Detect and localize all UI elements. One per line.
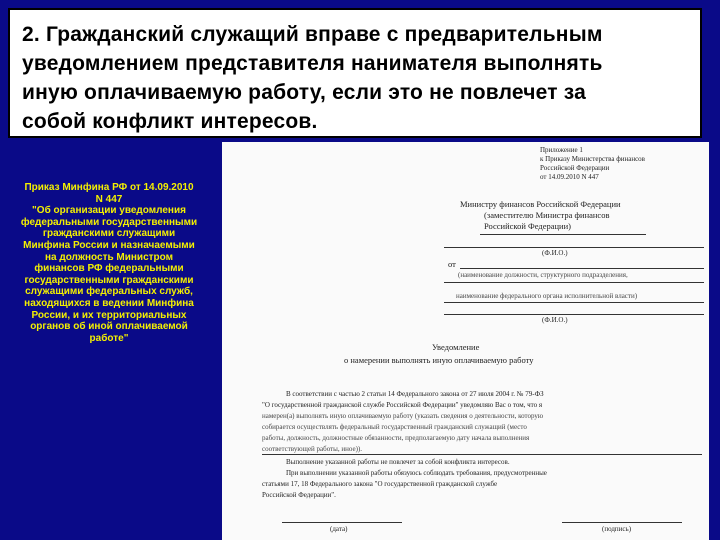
position-caption-2: наименование федерального органа исполнительной власти) bbox=[456, 292, 638, 300]
addressee-line: (заместителю Министра финансов bbox=[484, 210, 610, 220]
order-line: служащими федеральных служб, bbox=[25, 286, 193, 298]
position-line-2 bbox=[444, 302, 704, 303]
notice-subtitle: о намерении выполнять иную оплачиваемую работу bbox=[344, 355, 534, 365]
order-line: "Об организации уведомления bbox=[32, 205, 186, 217]
order-line: работе" bbox=[89, 332, 129, 344]
underline bbox=[480, 234, 646, 235]
position-caption: (наименование должности, структурного подразделения, bbox=[458, 271, 628, 279]
date-label: (дата) bbox=[330, 525, 348, 533]
order-line: Приказ Минфина РФ от 14.09.2010 bbox=[24, 182, 194, 193]
heading-line-1: 2. Гражданский служащий вправе с предварительным bbox=[22, 23, 603, 46]
signature-line bbox=[562, 522, 682, 523]
order-line: государственными гражданскими bbox=[24, 274, 194, 286]
body-line: Российской Федерации". bbox=[262, 491, 336, 499]
from-label: от bbox=[448, 259, 456, 269]
order-line: на должность Министром bbox=[44, 251, 174, 263]
order-line: Минфина России и назначаемыми bbox=[23, 239, 195, 251]
fio-label: (Ф.И.О.) bbox=[542, 249, 568, 257]
addressee-line: Российской Федерации) bbox=[484, 221, 571, 231]
appendix-line: Российской Федерации bbox=[540, 164, 610, 172]
fio-label-2: (Ф.И.О.) bbox=[542, 316, 568, 324]
body-line: В соответствии с частью 2 статьи 14 Федерального закона от 27 июля 2004 г. № 79-ФЗ bbox=[286, 390, 544, 398]
body-line: статьями 17, 18 Федерального закона "О государственной гражданской службе bbox=[262, 480, 498, 488]
body-line: "О государственной гражданской службе Российской Федерации" уведомляю Вас о том, что я bbox=[262, 401, 543, 409]
body-underline bbox=[262, 454, 702, 455]
order-line: N 447 bbox=[95, 193, 123, 205]
order-reference bbox=[4, 182, 214, 344]
heading-line-3: иную оплачиваемую работу, если это не повлечет за bbox=[22, 81, 587, 104]
order-line: гражданскими служащими bbox=[42, 228, 176, 240]
position-line bbox=[444, 282, 704, 283]
fio-line-2 bbox=[444, 314, 704, 315]
fio-line bbox=[444, 247, 704, 248]
order-line: органов об иной оплачиваемой bbox=[30, 321, 188, 333]
body-line: намерен(а) выполнять иную оплачиваемую работу (указать сведения о деятельности, которую bbox=[262, 412, 544, 420]
body-line: При выполнении указанной работы обязуюсь соблюдать требования, предусмотренные bbox=[286, 469, 547, 477]
signature-label: (подпись) bbox=[602, 525, 632, 533]
date-line bbox=[282, 522, 402, 523]
notice-form-document bbox=[222, 142, 709, 540]
body-line: Выполнение указанной работы не повлечет за собой конфликта интересов. bbox=[286, 458, 510, 466]
appendix-line: Приложение 1 bbox=[540, 146, 583, 154]
addressee-line: Министру финансов Российской Федерации bbox=[460, 199, 621, 209]
order-line: находящихся в ведении Минфина bbox=[24, 297, 194, 309]
order-line: России, и их территориальных bbox=[31, 309, 187, 321]
notice-title: Уведомление bbox=[432, 342, 480, 352]
heading-line-4: собой конфликт интересов. bbox=[22, 110, 318, 133]
appendix-line: к Приказу Министерства финансов bbox=[540, 155, 645, 163]
heading-box bbox=[8, 8, 702, 138]
appendix-line: от 14.09.2010 N 447 bbox=[540, 173, 599, 181]
order-line: финансов РФ федеральными bbox=[34, 263, 184, 275]
body-line: работы, должность, должностные обязанности, предполагаемую дату начала выполнения bbox=[262, 434, 530, 442]
body-line: собирается осуществлять федеральный государственный гражданский служащий (место bbox=[262, 423, 527, 431]
body-line: соответствующей работы, иное)). bbox=[262, 445, 362, 453]
from-line bbox=[460, 268, 704, 269]
order-line: федеральными государственными bbox=[20, 216, 198, 228]
heading-line-2: уведомлением представителя нанимателя выполнять bbox=[22, 52, 603, 75]
